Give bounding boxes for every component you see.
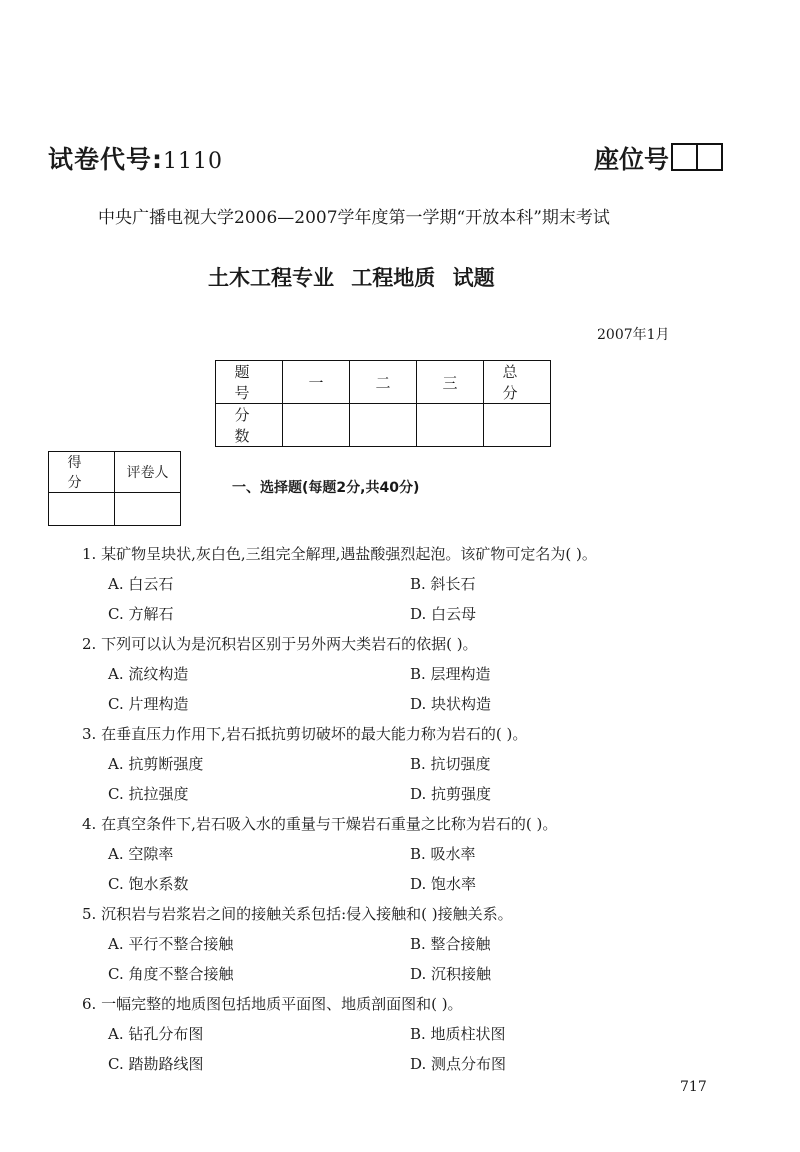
option: A. 白云石 — [108, 575, 174, 593]
option-row — [82, 599, 722, 629]
score-table-cell: 分 数 — [216, 404, 283, 447]
score-cell-empty — [484, 404, 551, 447]
option: B. 斜长石 — [410, 575, 476, 593]
page-number: 717 — [680, 1079, 707, 1095]
option-row — [82, 1019, 722, 1049]
grader-score-cell — [49, 493, 115, 526]
option-row — [82, 869, 722, 899]
score-table-cell: 二 — [350, 361, 417, 404]
option: D. 白云母 — [410, 605, 477, 623]
option-row — [82, 779, 722, 809]
score-table-cell: 总 分 — [484, 361, 551, 404]
option: C. 饱水系数 — [108, 875, 189, 893]
option: D. 沉积接触 — [410, 965, 492, 983]
option-row — [82, 959, 722, 989]
grader-score-label: 得 分 — [49, 452, 115, 493]
option: D. 测点分布图 — [410, 1055, 507, 1073]
section-title: 一、选择题(每题2分,共40分) — [232, 480, 420, 496]
paper-code-value: 1110 — [163, 149, 223, 174]
option: C. 片理构造 — [108, 695, 189, 713]
paper-code — [48, 140, 223, 176]
score-table-cell: 一 — [283, 361, 350, 404]
option: C. 抗拉强度 — [108, 785, 189, 803]
exam-date: 2007年1月 — [597, 327, 670, 343]
option: A. 钻孔分布图 — [108, 1025, 204, 1043]
grader-name-label: 评卷人 — [115, 452, 181, 493]
score-cell-empty — [417, 404, 484, 447]
option: D. 块状构造 — [410, 695, 492, 713]
question-text: 3. 在垂直压力作用下,岩石抵抗剪切破坏的最大能力称为岩石的( )。 — [82, 725, 528, 743]
option: A. 空隙率 — [108, 845, 174, 863]
subject-title: 土木工程专业 工程地质 试题 — [208, 266, 495, 290]
exam-title: 中央广播电视大学2006—2007学年度第一学期“开放本科”期末考试 — [98, 208, 610, 228]
option: C. 踏勘路线图 — [108, 1055, 204, 1073]
grader-name-cell — [115, 493, 181, 526]
score-table — [215, 360, 551, 447]
grader-table — [48, 451, 181, 526]
question-text: 5. 沉积岩与岩浆岩之间的接触关系包括:侵入接触和( )接触关系。 — [82, 905, 513, 923]
option: B. 抗切强度 — [410, 755, 491, 773]
question-list — [82, 539, 722, 1079]
option-row — [82, 749, 722, 779]
seat-box-cell — [696, 145, 721, 169]
option: A. 平行不整合接触 — [108, 935, 234, 953]
option: B. 吸水率 — [410, 845, 476, 863]
option-row — [82, 689, 722, 719]
option: A. 抗剪断强度 — [108, 755, 204, 773]
score-table-header-row — [216, 361, 551, 404]
option: D. 饱水率 — [410, 875, 477, 893]
score-cell-empty — [350, 404, 417, 447]
option-row — [82, 929, 722, 959]
option: A. 流纹构造 — [108, 665, 189, 683]
option-row — [82, 659, 722, 689]
option: B. 层理构造 — [410, 665, 491, 683]
question-text: 2. 下列可以认为是沉积岩区别于另外两大类岩石的依据( )。 — [82, 635, 478, 653]
option: D. 抗剪强度 — [410, 785, 492, 803]
question-text: 4. 在真空条件下,岩石吸入水的重量与干燥岩石重量之比称为岩石的( )。 — [82, 815, 558, 833]
option: B. 地质柱状图 — [410, 1025, 506, 1043]
seat-box-cell — [673, 145, 696, 169]
option-row — [82, 569, 722, 599]
option-row — [82, 839, 722, 869]
score-table-cell: 三 — [417, 361, 484, 404]
paper-code-label: 试卷代号: — [48, 145, 163, 174]
option-row — [82, 1049, 722, 1079]
score-table-cell: 题 号 — [216, 361, 283, 404]
option: C. 方解石 — [108, 605, 174, 623]
score-cell-empty — [283, 404, 350, 447]
seat-label: 座位号 — [594, 145, 670, 174]
question-text: 6. 一幅完整的地质图包括地质平面图、地质剖面图和( )。 — [82, 995, 463, 1013]
question-text: 1. 某矿物呈块状,灰白色,三组完全解理,遇盐酸强烈起泡。该矿物可定名为( )。 — [82, 545, 597, 563]
option: B. 整合接触 — [410, 935, 491, 953]
seat-number-box — [671, 143, 723, 171]
option: C. 角度不整合接触 — [108, 965, 234, 983]
score-table-score-row — [216, 404, 551, 447]
